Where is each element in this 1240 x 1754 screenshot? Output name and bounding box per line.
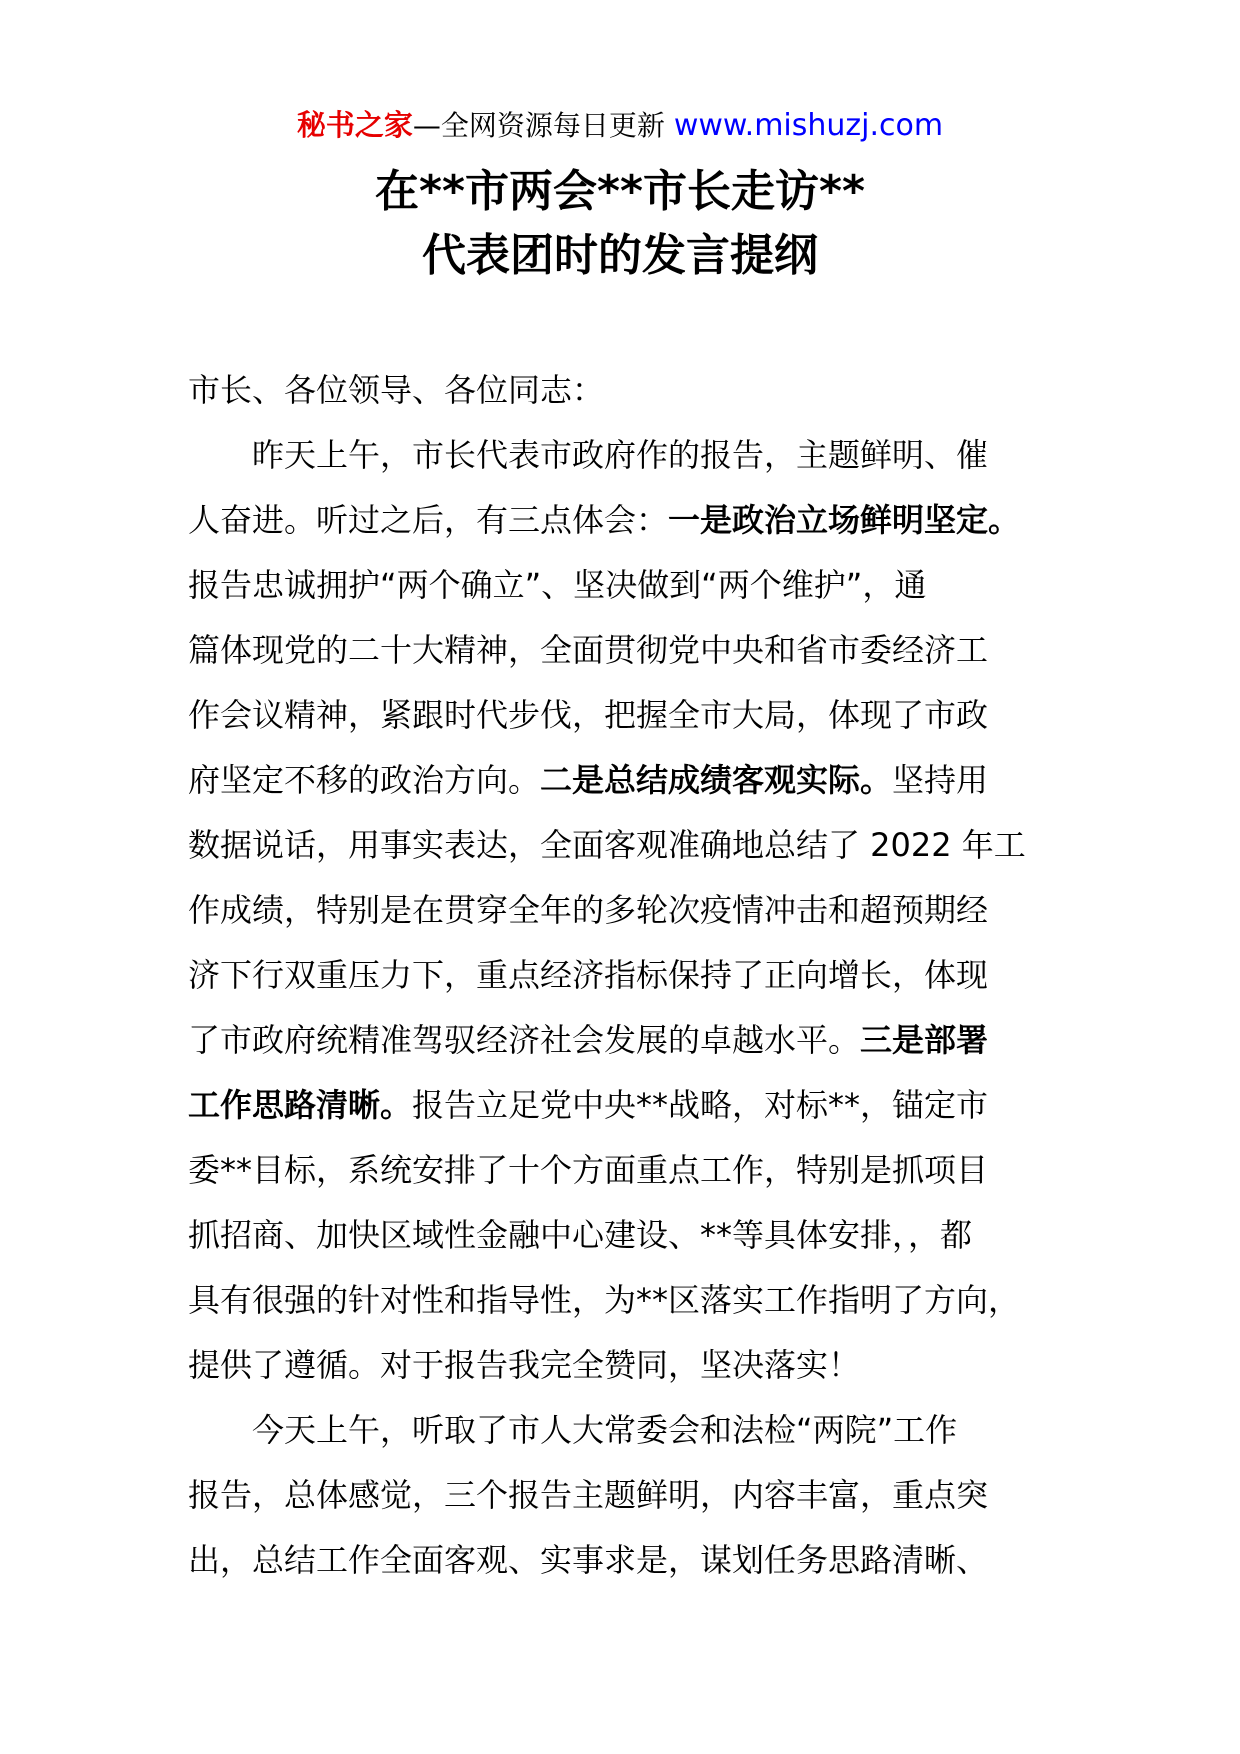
brand-name: 秘书之家 [296,108,413,142]
body-line: 作会议精神，紧跟时代步伐，把握全市大局，体现了市政 [188,696,989,734]
body-line: 今天上午，听取了市人大常委会和法检“两院”工作 [188,1411,958,1449]
body-line: 济下行双重压力下，重点经济指标保持了正向增长，体现 [188,956,989,994]
body-line: 数据说话，用事实表达，全面客观准确地总结了 2022 年工 [188,826,1026,864]
document-body [188,358,1088,1593]
body-line: 提供了遵循。对于报告我完全赞同，坚决落实！ [188,1346,861,1384]
body-text-run: 府坚定不移的政治方向。 [188,761,541,799]
body-line: 具有很强的针对性和指导性，为**区落实工作指明了方向， [188,1281,1021,1319]
body-text-run: 了市政府统精准驾驭经济社会发展的卓越水平。 [188,1021,861,1059]
site-url-link[interactable]: www.mishuzj.com [673,108,944,143]
bold-point-2: 二是总结成绩客观实际。 [540,761,893,799]
body-text-run: 报告立足党中央**战略，对标**，锚定市 [412,1086,989,1124]
body-line: 报告，总体感觉，三个报告主题鲜明，内容丰富，重点突 [188,1476,989,1514]
bold-point-3: 三是部署 [860,1021,989,1059]
body-text-run: 坚持用 [892,761,989,799]
body-line [188,1073,1088,1138]
title-line-2: 代表团时的发言提纲 [422,230,818,281]
body-line: 篇体现党的二十大精神，全面贯彻党中央和省市委经济工 [188,631,989,669]
body-line [188,748,1088,813]
body-line [188,488,1088,553]
body-line: 委**目标，系统安排了十个方面重点工作，特别是抓项目 [188,1151,989,1189]
salutation: 市长、各位领导、各位同志： [188,371,605,409]
body-line: 出，总结工作全面客观、实事求是，谋划任务思路清晰、 [188,1541,989,1579]
body-line: 报告忠诚拥护“两个确立”、坚决做到“两个维护”，通 [188,566,927,604]
bold-point-3-cont: 工作思路清晰。 [188,1086,413,1124]
document-title [0,160,1240,288]
body-line: 抓招商、加快区域性金融中心建设、**等具体安排，，都 [188,1216,973,1254]
body-line [188,1008,1088,1073]
title-line-1: 在**市两会**市长走访** [374,166,866,217]
bold-point-1: 一是政治立场鲜明坚定。 [668,501,1021,539]
body-text-run: 人奋进。听过之后，有三点体会： [188,501,669,539]
header-banner [0,105,1240,146]
body-line: 昨天上午，市长代表市政府作的报告，主题鲜明、催 [188,436,989,474]
header-tagline: —全网资源每日更新 [412,109,674,142]
body-line: 作成绩，特别是在贯穿全年的多轮次疫情冲击和超预期经 [188,891,989,929]
